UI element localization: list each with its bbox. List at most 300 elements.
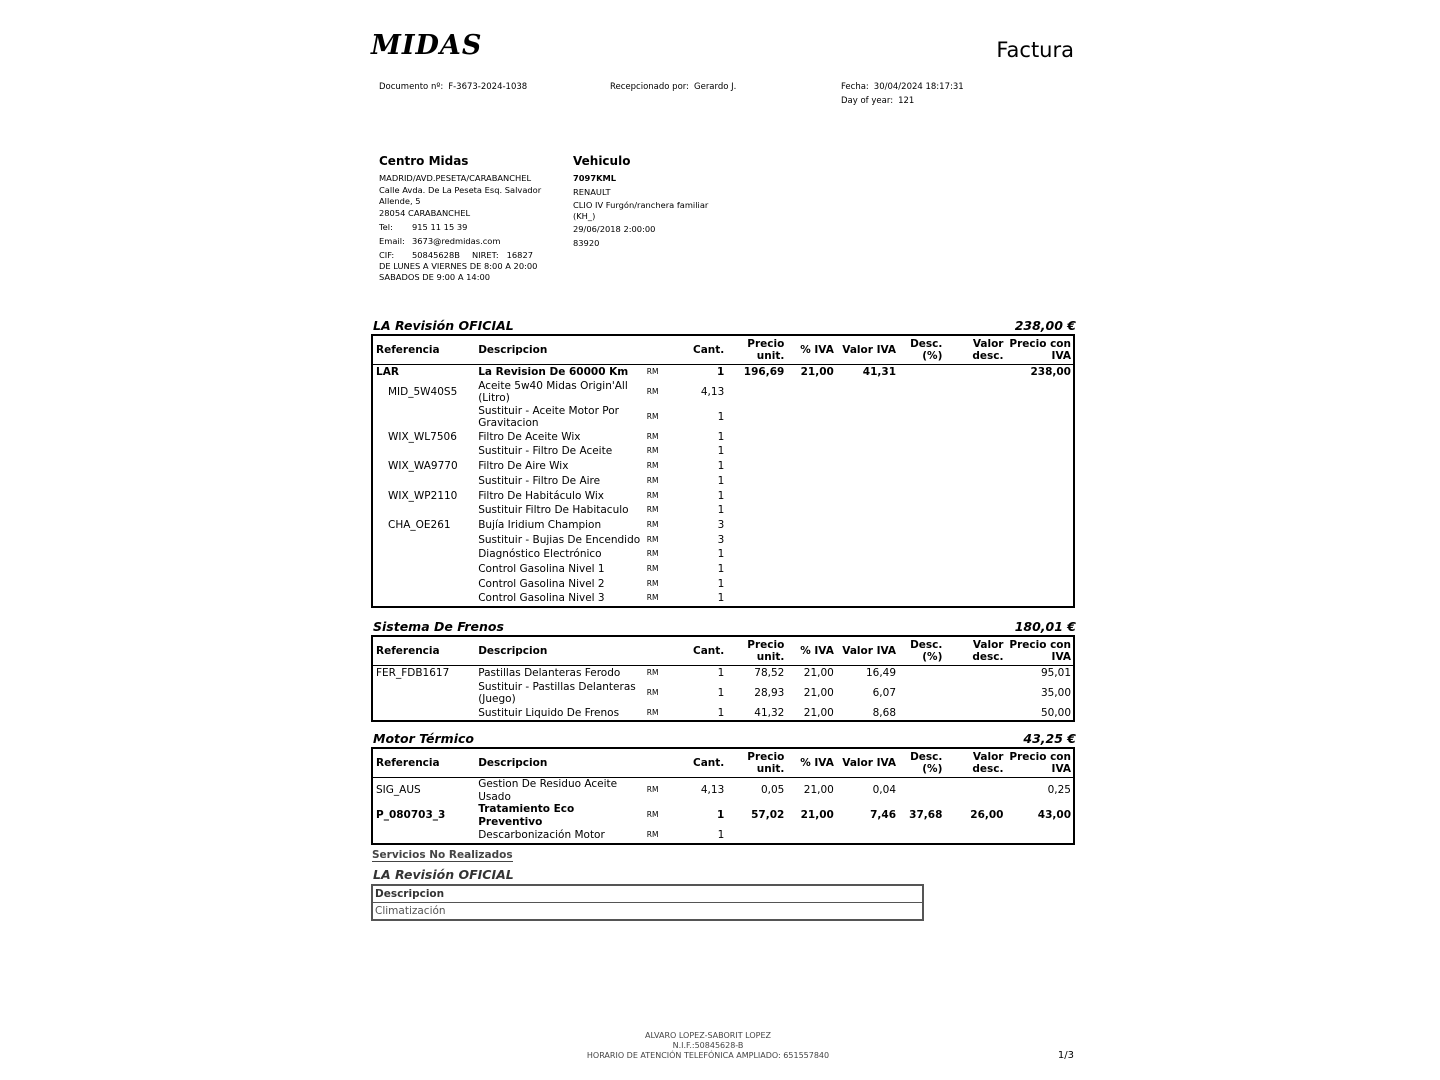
column-header: Descripcion	[475, 336, 644, 365]
cell-precio	[726, 474, 786, 489]
centro-tel-value: 915 11 15 39	[412, 222, 468, 232]
cell-ref	[373, 577, 475, 592]
not-performed-section-title: LA Revisión OFICIAL	[373, 867, 514, 882]
centro-email-value: 3673@redmidas.com	[412, 236, 501, 246]
cell-valor-iva	[836, 828, 898, 843]
cell-cant: 1	[717, 504, 725, 517]
cell-desc: Sustituir - Filtro De Aceite	[478, 445, 613, 458]
cell-rm: RM	[646, 810, 659, 820]
midas-logo: MIDAS	[371, 30, 483, 61]
column-header: Precio unit.	[726, 336, 786, 365]
cell-rm: RM	[646, 785, 659, 795]
column-header: Referencia	[373, 749, 475, 778]
cell-desc: Sustituir Liquido De Frenos	[478, 706, 620, 719]
invoice-date-value: 30/04/2024 18:17:31	[873, 82, 964, 92]
cell-valor-iva	[836, 577, 898, 592]
table-row	[373, 828, 1073, 843]
column-header: Desc. (%)	[898, 749, 944, 778]
cell-total: 35,00	[1040, 686, 1071, 699]
section-total: 43,25 €	[1023, 731, 1076, 746]
column-header	[644, 749, 688, 778]
cell-cant: 1	[717, 562, 725, 575]
cell-precio	[726, 828, 786, 843]
cell-desc: Aceite 5w40 Midas Origin'All (Litro)	[478, 379, 628, 405]
cell-valor-iva	[836, 518, 898, 533]
cell-rm: RM	[646, 668, 659, 678]
vehicle-registration-date: 29/06/2018 2:00:00	[573, 224, 656, 234]
cell-valor-desc	[944, 533, 1005, 548]
cell-total	[1005, 577, 1073, 592]
section-title: Sistema De Frenos	[373, 619, 504, 634]
cell-valor-desc	[944, 474, 1005, 489]
cell-cant: 1	[717, 577, 725, 590]
cell-ref: MID_5W40S5	[388, 385, 458, 398]
document-number-label: Documento nº:	[379, 82, 444, 92]
cell-desc: Control Gasolina Nivel 2	[478, 577, 605, 590]
cell-valor-iva	[836, 503, 898, 518]
cell-cant: 1	[717, 829, 725, 842]
cell-ref	[373, 503, 475, 518]
cell-valor-desc	[944, 365, 1005, 380]
footer-horario: HORARIO DE ATENCIÓN TELEFÓNICA AMPLIADO: 651557840	[586, 1051, 830, 1060]
table-row	[373, 803, 1073, 828]
column-header: Cant.	[688, 749, 726, 778]
cell-desc-pct	[898, 430, 944, 445]
cell-total: 43,00	[1037, 809, 1071, 822]
cell-iva	[786, 474, 836, 489]
cell-valor-desc	[944, 706, 1005, 721]
cell-precio	[726, 405, 786, 430]
cell-cant: 1	[717, 667, 725, 680]
footer-nif: N.I.F.:50845628-B	[672, 1041, 744, 1050]
cell-total: 95,01	[1040, 667, 1071, 680]
column-header	[644, 637, 688, 666]
centro-email-label: Email:	[379, 236, 405, 246]
cell-iva	[786, 503, 836, 518]
not-performed-heading: Servicios No Realizados	[372, 849, 513, 861]
vehicle-plate: 7097KML	[573, 173, 617, 183]
column-header: Descripcion	[475, 637, 644, 666]
cell-desc: Sustituir - Bujias De Encendido	[478, 533, 641, 546]
cell-desc-pct	[898, 488, 944, 503]
cell-desc-pct	[898, 518, 944, 533]
cell-rm: RM	[646, 367, 659, 377]
table-row	[373, 405, 1073, 430]
day-of-year-value: 121	[898, 96, 915, 106]
section-table	[371, 334, 1075, 608]
section-total: 180,01 €	[1014, 619, 1076, 634]
cell-cant: 1	[717, 474, 725, 487]
table-row	[373, 503, 1073, 518]
centro-niret-value: 16827	[506, 250, 534, 260]
cell-desc: Bujía Iridium Champion	[478, 518, 602, 531]
section-total: 238,00 €	[1014, 318, 1076, 333]
column-header: Desc. (%)	[898, 637, 944, 666]
cell-valor-iva	[836, 380, 898, 405]
invoice-date-label: Fecha:	[841, 82, 869, 92]
cell-valor-desc	[944, 405, 1005, 430]
cell-total: 0,25	[1047, 784, 1071, 797]
cell-cant: 1	[717, 460, 725, 473]
cell-cant: 4,13	[700, 784, 725, 797]
cell-desc-pct	[898, 533, 944, 548]
centro-email	[379, 235, 565, 247]
column-header: Referencia	[373, 336, 475, 365]
cell-desc: Sustituir - Filtro De Aire	[478, 474, 601, 487]
cell-total	[1005, 562, 1073, 577]
cell-rm: RM	[646, 505, 659, 515]
cell-ref	[373, 444, 475, 459]
column-header: Valor desc.	[944, 336, 1005, 365]
cell-total	[1005, 444, 1073, 459]
cell-iva: 21,00	[800, 366, 834, 379]
cell-valor-desc	[944, 518, 1005, 533]
cell-desc: Filtro De Habitáculo Wix	[478, 489, 605, 502]
cell-desc-pct	[898, 681, 944, 706]
cell-valor-iva: 0,04	[872, 784, 897, 797]
cell-iva	[786, 444, 836, 459]
column-header: Cant.	[688, 637, 726, 666]
cell-desc-pct	[898, 503, 944, 518]
column-header: Precio con IVA	[1005, 749, 1073, 778]
cell-cant: 4,13	[700, 385, 725, 398]
cell-ref: SIG_AUS	[376, 784, 421, 797]
cell-iva	[786, 533, 836, 548]
cell-iva	[786, 828, 836, 843]
cell-valor-desc	[944, 828, 1005, 843]
centro-title: Centro Midas	[379, 154, 469, 168]
cell-desc-pct	[898, 828, 944, 843]
cell-iva	[786, 591, 836, 606]
cell-ref	[373, 547, 475, 562]
column-header: Precio unit.	[726, 749, 786, 778]
cell-valor-desc	[944, 681, 1005, 706]
column-header: Valor desc.	[944, 637, 1005, 666]
cell-desc: Control Gasolina Nivel 3	[478, 592, 605, 605]
cell-total	[1005, 474, 1073, 489]
centro-cif-label: CIF:	[379, 250, 395, 260]
cell-valor-iva	[836, 430, 898, 445]
cell-valor-desc	[944, 778, 1005, 804]
cell-desc: Control Gasolina Nivel 1	[478, 562, 605, 575]
column-header: Cant.	[688, 336, 726, 365]
received-by-value: Gerardo J.	[694, 82, 737, 92]
cell-precio	[726, 488, 786, 503]
cell-cant: 1	[717, 548, 725, 561]
cell-ref: LAR	[376, 366, 399, 379]
cell-iva	[786, 488, 836, 503]
cell-rm: RM	[646, 461, 659, 471]
cell-desc-pct	[898, 474, 944, 489]
cell-desc: Filtro De Aire Wix	[478, 460, 569, 473]
cell-rm: RM	[646, 386, 659, 396]
cell-ref: WIX_WP2110	[388, 489, 458, 502]
column-header: Valor IVA	[836, 637, 898, 666]
cell-ref: WIX_WA9770	[388, 460, 458, 473]
column-header: Referencia	[373, 637, 475, 666]
cell-rm: RM	[646, 707, 659, 717]
cell-valor-desc	[944, 666, 1005, 681]
cell-valor-iva	[836, 488, 898, 503]
cell-rm: RM	[646, 446, 659, 456]
cell-iva: 21,00	[803, 667, 834, 680]
cell-ref: FER_FDB1617	[376, 667, 450, 680]
cell-precio: 78,52	[754, 667, 785, 680]
column-header: Valor IVA	[836, 749, 898, 778]
cell-valor-iva: 8,68	[872, 706, 897, 719]
table-row	[373, 547, 1073, 562]
cell-ref	[373, 533, 475, 548]
column-header: Precio con IVA	[1005, 336, 1073, 365]
received-by-label: Recepcionado por:	[610, 82, 689, 92]
cell-cant: 1	[717, 592, 725, 605]
cell-valor-iva	[836, 474, 898, 489]
cell-ref	[373, 706, 475, 721]
cell-rm: RM	[646, 687, 659, 697]
cell-ref: P_080703_3	[376, 809, 446, 822]
cell-iva: 21,00	[800, 809, 834, 822]
cell-total	[1005, 405, 1073, 430]
cell-total	[1005, 828, 1073, 843]
cell-desc-pct	[898, 380, 944, 405]
cell-cant: 1	[716, 366, 725, 379]
cell-iva	[786, 547, 836, 562]
cell-valor-desc	[944, 591, 1005, 606]
vehicle-make: RENAULT	[573, 187, 611, 197]
document-number-value: F-3673-2024-1038	[448, 82, 528, 92]
cell-cant: 1	[717, 430, 725, 443]
cell-iva: 21,00	[803, 784, 834, 797]
cell-desc-pct	[898, 778, 944, 804]
cell-valor-iva	[836, 562, 898, 577]
table-row	[373, 380, 1073, 405]
cell-rm: RM	[646, 578, 659, 588]
table-row	[373, 365, 1073, 380]
cell-valor-iva: 41,31	[862, 366, 897, 379]
cell-desc: Sustituir Filtro De Habitaculo	[478, 504, 629, 517]
centro-cif	[379, 249, 565, 261]
cell-valor-desc	[944, 444, 1005, 459]
cell-total: 50,00	[1040, 706, 1071, 719]
cell-total	[1005, 547, 1073, 562]
cell-ref: WIX_WL7506	[388, 430, 457, 443]
cell-valor-iva	[836, 405, 898, 430]
cell-desc-pct: 37,68	[909, 809, 943, 822]
day-of-year	[841, 96, 914, 106]
cell-desc: Filtro De Aceite Wix	[478, 430, 581, 443]
cell-desc-pct	[898, 459, 944, 474]
centro-address-1: MADRID/AVD.PESETA/CARABANCHEL	[379, 173, 532, 183]
cell-rm: RM	[646, 830, 659, 840]
cell-total	[1005, 430, 1073, 445]
column-header: Desc. (%)	[898, 336, 944, 365]
cell-desc: Pastillas Delanteras Ferodo	[478, 667, 621, 680]
cell-rm: RM	[646, 490, 659, 500]
column-header: Valor IVA	[836, 336, 898, 365]
cell-total	[1005, 380, 1073, 405]
column-header: Descripcion	[475, 749, 644, 778]
cell-total	[1005, 518, 1073, 533]
section-table	[371, 635, 1075, 722]
cell-valor-iva	[836, 533, 898, 548]
cell-rm: RM	[646, 431, 659, 441]
centro-address-3: 28054 CARABANCHEL	[379, 208, 471, 218]
centro-tel-label: Tel:	[379, 222, 393, 232]
cell-rm: RM	[646, 411, 659, 421]
centro-hours-saturday: SABADOS DE 9:00 A 14:00	[379, 271, 491, 282]
cell-desc-pct	[898, 666, 944, 681]
cell-valor-desc	[944, 380, 1005, 405]
table-header-row	[373, 749, 1073, 778]
table-row	[373, 706, 1073, 721]
cell-ref	[373, 405, 475, 430]
cell-precio	[726, 591, 786, 606]
cell-precio	[726, 577, 786, 592]
cell-rm: RM	[646, 534, 659, 544]
centro-niret-label: NIRET:	[472, 250, 499, 260]
cell-ref	[373, 828, 475, 843]
document-title: Factura	[996, 38, 1074, 62]
table-row	[373, 488, 1073, 503]
cell-valor-iva: 16,49	[865, 667, 897, 680]
cell-precio	[726, 533, 786, 548]
centro-hours-weekdays: DE LUNES A VIERNES DE 8:00 A 20:00	[379, 261, 538, 271]
cell-rm: RM	[646, 593, 659, 603]
cell-rm: RM	[646, 549, 659, 559]
cell-total	[1005, 533, 1073, 548]
cell-total	[1005, 459, 1073, 474]
cell-ref	[373, 562, 475, 577]
column-header: Precio con IVA	[1005, 637, 1073, 666]
cell-precio	[726, 562, 786, 577]
cell-valor-desc	[944, 459, 1005, 474]
cell-cant: 1	[717, 445, 725, 458]
cell-desc-pct	[898, 444, 944, 459]
column-header: % IVA	[786, 336, 836, 365]
centro-block	[379, 154, 565, 282]
cell-desc-pct	[898, 591, 944, 606]
cell-cant: 1	[717, 410, 725, 423]
cell-valor-desc	[944, 562, 1005, 577]
cell-valor-desc	[944, 430, 1005, 445]
cell-valor-desc	[944, 547, 1005, 562]
column-header: % IVA	[786, 749, 836, 778]
cell-valor-iva	[836, 547, 898, 562]
cell-total	[1005, 488, 1073, 503]
cell-precio	[726, 380, 786, 405]
table-row	[373, 666, 1073, 681]
centro-cif-value: 50845628B	[412, 250, 460, 260]
cell-precio	[726, 430, 786, 445]
cell-desc: La Revision De 60000 Km	[478, 366, 629, 379]
cell-precio: 57,02	[751, 809, 785, 822]
footer-name: ALVARO LOPEZ-SABORIT LOPEZ	[645, 1031, 771, 1040]
cell-rm: RM	[646, 475, 659, 485]
table-row	[373, 778, 1073, 804]
table-row	[373, 577, 1073, 592]
column-header: Precio unit.	[726, 637, 786, 666]
centro-address-2: Calle Avda. De La Peseta Esq. Salvador Allende, 5	[379, 185, 542, 206]
cell-valor-iva: 6,07	[872, 686, 897, 699]
cell-iva: 21,00	[803, 706, 834, 719]
cell-ref	[373, 681, 475, 706]
cell-cant: 1	[716, 809, 725, 822]
cell-desc-pct	[898, 547, 944, 562]
received-by	[610, 82, 736, 92]
cell-desc-pct	[898, 706, 944, 721]
vehicle-title: Vehiculo	[573, 154, 631, 168]
cell-cant: 1	[717, 686, 725, 699]
table-header-row	[373, 336, 1073, 365]
cell-iva	[786, 518, 836, 533]
cell-desc: Descarbonización Motor	[478, 829, 605, 842]
cell-iva: 21,00	[803, 686, 834, 699]
cell-total: 238,00	[1030, 366, 1071, 379]
cell-cant: 1	[717, 489, 725, 502]
cell-desc: Sustituir - Aceite Motor Por Gravitacion	[478, 404, 619, 430]
cell-desc: Gestion De Residuo Aceite Usado	[478, 778, 618, 803]
cell-precio: 196,69	[743, 366, 785, 379]
cell-iva	[786, 405, 836, 430]
cell-ref: CHA_OE261	[388, 518, 451, 531]
cell-valor-desc: 26,00	[970, 809, 1004, 822]
cell-desc: Diagnóstico Electrónico	[478, 548, 602, 561]
cell-valor-iva	[836, 459, 898, 474]
cell-desc-pct	[898, 562, 944, 577]
cell-precio	[726, 444, 786, 459]
cell-desc-pct	[898, 577, 944, 592]
table-header-row	[373, 637, 1073, 666]
cell-cant: 1	[717, 706, 725, 719]
cell-desc-pct	[898, 405, 944, 430]
cell-precio	[726, 518, 786, 533]
cell-valor-desc	[944, 503, 1005, 518]
column-header	[644, 336, 688, 365]
cell-precio: 28,93	[754, 686, 785, 699]
section-table	[371, 747, 1075, 845]
cell-precio: 41,32	[754, 706, 785, 719]
table-row	[373, 591, 1073, 606]
not-performed-item: Climatización	[375, 905, 446, 917]
cell-valor-iva	[836, 444, 898, 459]
section-title: Motor Térmico	[373, 731, 474, 746]
table-row	[373, 444, 1073, 459]
cell-iva	[786, 459, 836, 474]
document-number	[379, 82, 527, 92]
cell-ref	[373, 474, 475, 489]
cell-ref	[373, 591, 475, 606]
cell-cant: 3	[717, 518, 725, 531]
cell-precio: 0,05	[760, 784, 785, 797]
table-row	[373, 459, 1073, 474]
cell-total	[1005, 503, 1073, 518]
cell-desc-pct	[898, 365, 944, 380]
cell-valor-desc	[944, 577, 1005, 592]
vehicle-block	[573, 154, 713, 249]
cell-desc: Tratamiento Eco Preventivo	[478, 803, 575, 828]
footer	[520, 1031, 896, 1061]
cell-precio	[726, 459, 786, 474]
table-row	[373, 474, 1073, 489]
cell-iva	[786, 380, 836, 405]
section-title: LA Revisión OFICIAL	[373, 318, 514, 333]
cell-cant: 3	[717, 533, 725, 546]
cell-iva	[786, 562, 836, 577]
cell-rm: RM	[646, 519, 659, 529]
page-number: 1/3	[1057, 1050, 1074, 1061]
invoice-date	[841, 82, 964, 92]
column-header: Valor desc.	[944, 749, 1005, 778]
